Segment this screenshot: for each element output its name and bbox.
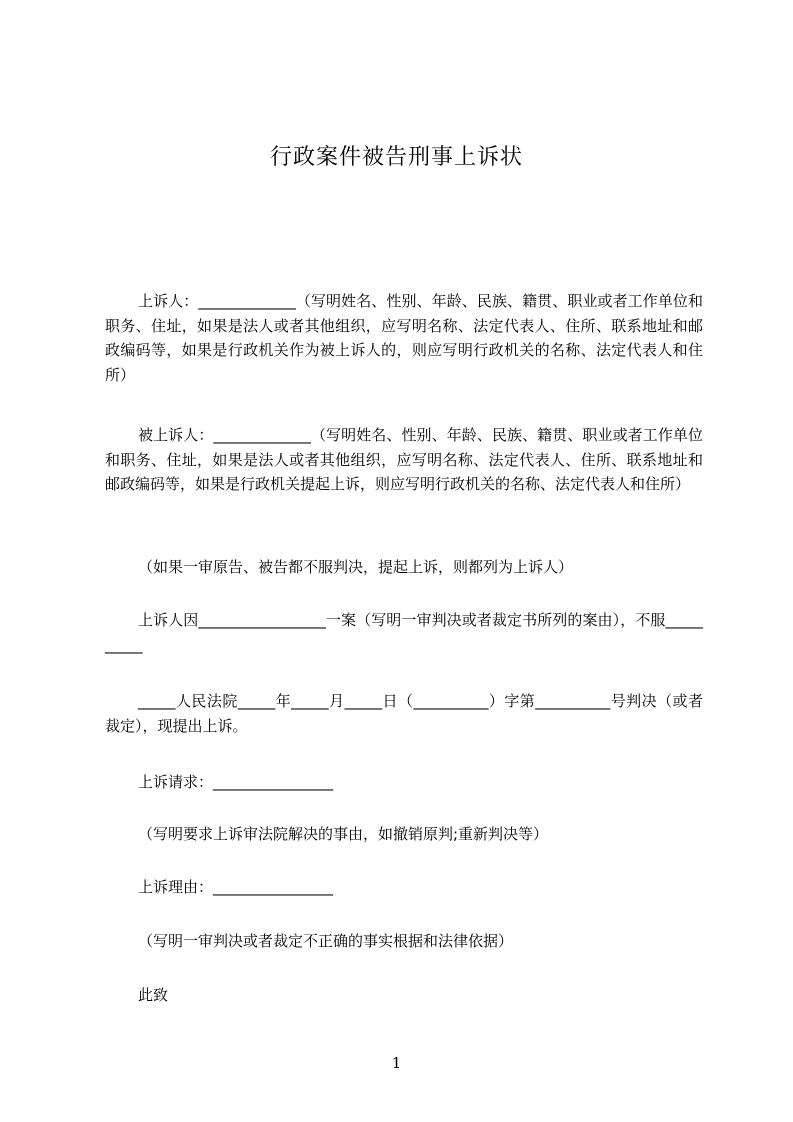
- court-judgment-paragraph: _____人民法院_____年_____月_____日（__________）字第__________号判决（或者裁定），现提出上诉。: [105, 692, 703, 735]
- appeal-reason-note: （写明一审判决或者裁定不正确的事实根据和法律依据）: [138, 932, 514, 950]
- appeal-request-note: （写明要求上诉审法院解决的事由，如撤销原判;重新判决等）: [138, 825, 549, 843]
- page-number: 1: [391, 1054, 402, 1072]
- appellee-paragraph: 被上诉人：_____________（写明姓名、性别、年龄、民族、籍贯、职业或者工作单位和职务、住址，如果是法人或者其他组织，应写明名称、法定代表人、住所、联系地址和邮政编码等，如果是行政机关提起上诉，则应写明行政机关的名称、法定代表人和住所）: [105, 426, 703, 493]
- appeal-reason-label: 上诉理由：________________: [138, 878, 334, 896]
- both-appeal-note: （如果一审原告、被告都不服判决，提起上诉，则都列为上诉人）: [138, 558, 574, 576]
- closing-salutation: 此致: [138, 986, 169, 1004]
- appeal-request-label: 上诉请求：________________: [138, 773, 334, 791]
- document-title: 行政案件被告刑事上诉状: [269, 145, 523, 170]
- case-paragraph: 上诉人因_________________一案（写明一审判决或者裁定书所列的案由），不服__________: [105, 611, 703, 654]
- appellant-paragraph: 上诉人：_____________（写明姓名、性别、年龄、民族、籍贯、职业或者工作单位和职务、住址，如果是法人或者其他组织，应写明名称、法定代表人、住所、联系地址和邮政编码等，如果是行政机关作为被上诉人的，则应写明行政机关的名称、法定代表人和住所）: [105, 292, 703, 384]
